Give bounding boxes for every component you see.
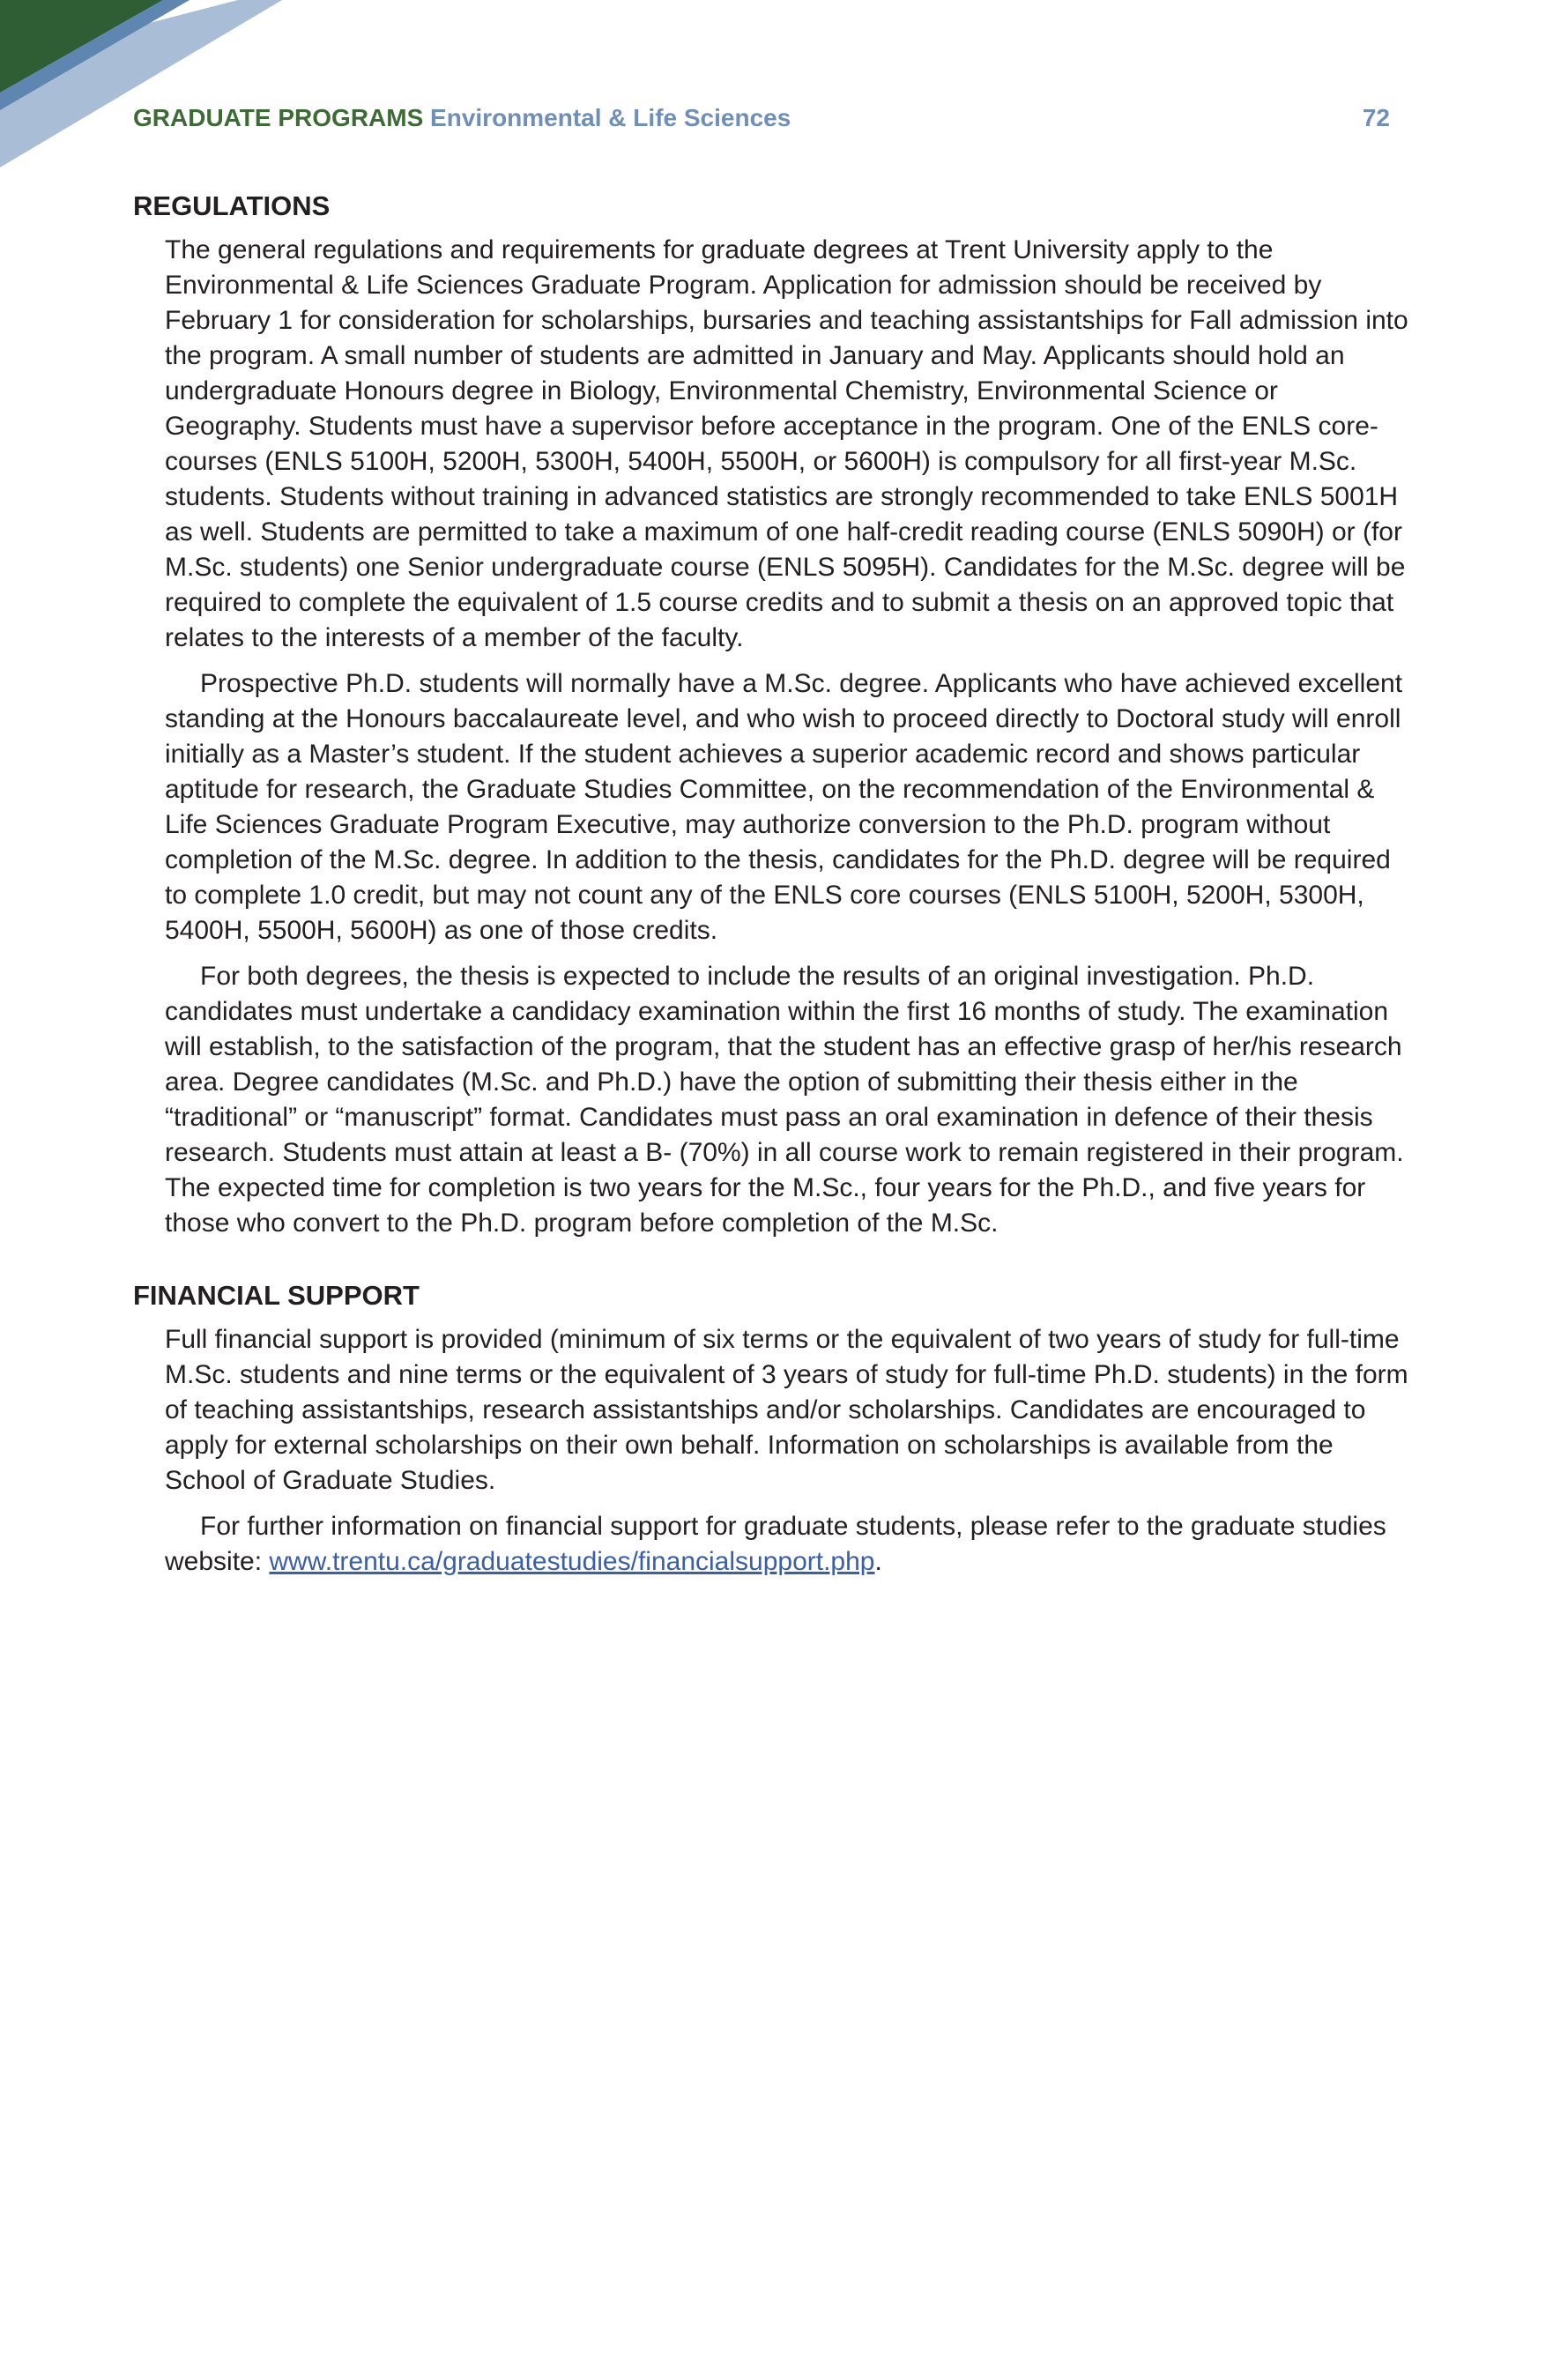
regulations-paragraph: The general regulations and requirements for graduate degrees at Trent University apply to the Environmental & Life Sciences Graduate Program. Application for admission should be received by February 1 for consideration for scholarships, bursaries and teaching assistantships for Fall admission into the program. A small number of students are admitted in January and May. Applicants should hold an undergraduate Honours degree in Biology, Environmental Chemistry, Environmental Science or Geography. Students must have a supervisor before acceptance in the program. One of the ENLS core-courses (ENLS 5100H, 5200H, 5300H, 5400H, 5500H, or 5600H) is compulsory for all first-year M.Sc. students. Students without training in advanced statistics are strongly recommended to take ENLS 5001H as well. Students are permitted to take a maximum of one half-credit reading course (ENLS 5090H) or (for M.Sc. students) one Senior undergraduate course (ENLS 5095H). Candidates for the M.Sc. degree will be required to complete the equivalent of 1.5 course credits and to submit a thesis on an approved topic that relates to the interests of a member of the faculty. <box>165 235 1408 652</box>
running-header <box>133 100 1390 136</box>
financial-support-link[interactable]: www.trentu.ca/graduatestudies/financialsupport.php <box>269 1547 875 1576</box>
financial-info-suffix: . <box>874 1547 882 1576</box>
financial-support-heading: FINANCIAL SUPPORT <box>133 1280 420 1311</box>
regulations-paragraph: Prospective Ph.D. students will normally have a M.Sc. degree. Applicants who have achieved excellent standing at the Honours baccalaureate level, and who wish to proceed directly to Doctoral study will enroll initially as a Master’s student. If the student achieves a superior academic record and shows particular aptitude for research, the Graduate Studies Committee, on the recommendation of the Environmental & Life Sciences Graduate Program Executive, may authorize conversion to the Ph.D. program without completion of the M.Sc. degree. In addition to the thesis, candidates for the Ph.D. degree will be required to complete 1.0 credit, but may not count any of the ENLS core courses (ENLS 5100H, 5200H, 5300H, 5400H, 5500H, 5600H) as one of those credits. <box>165 669 1403 945</box>
corner-decoration <box>0 0 282 167</box>
regulations-paragraph: For both degrees, the thesis is expected to include the results of an original investigation. Ph.D. candidates must undertake a candidacy examination within the first 16 months of study. The examination will establish, to the satisfaction of the program, that the student has an effective grasp of her/his research area. Degree candidates (M.Sc. and Ph.D.) have the option of submitting their thesis either in the “traditional” or “manuscript” format. Candidates must pass an oral examination in defence of their thesis research. Students must attain at least a B- (70%) in all course work to remain registered in their program. The expected time for completion is two years for the M.Sc., four years for the Ph.D., and five years for those who convert to the Ph.D. program before completion of the M.Sc. <box>165 962 1404 1238</box>
header-section-label: GRADUATE PROGRAMS <box>133 104 424 131</box>
regulations-heading: REGULATIONS <box>133 190 331 221</box>
financial-support-paragraph: Full financial support is provided (minimum of six terms or the equivalent of two years of study for full-time M.Sc. students and nine terms or the equivalent of 3 years of study for full-time Ph.D. students) in the form of teaching assistantships, research assistantships and/or scholarships. Candidates are encouraged to apply for external scholarships on their own behalf. Information on scholarships is available from the School of Graduate Studies. <box>165 1325 1408 1495</box>
page-content <box>133 187 1420 1590</box>
financial-info-text: For further information on financial support for graduate students, please refer to the graduate studies website: <box>165 1512 1386 1576</box>
header-subject-label: Environmental & Life Sciences <box>430 104 791 131</box>
page-number: 72 <box>1362 104 1390 131</box>
financial-support-info-paragraph <box>165 1509 1420 1580</box>
